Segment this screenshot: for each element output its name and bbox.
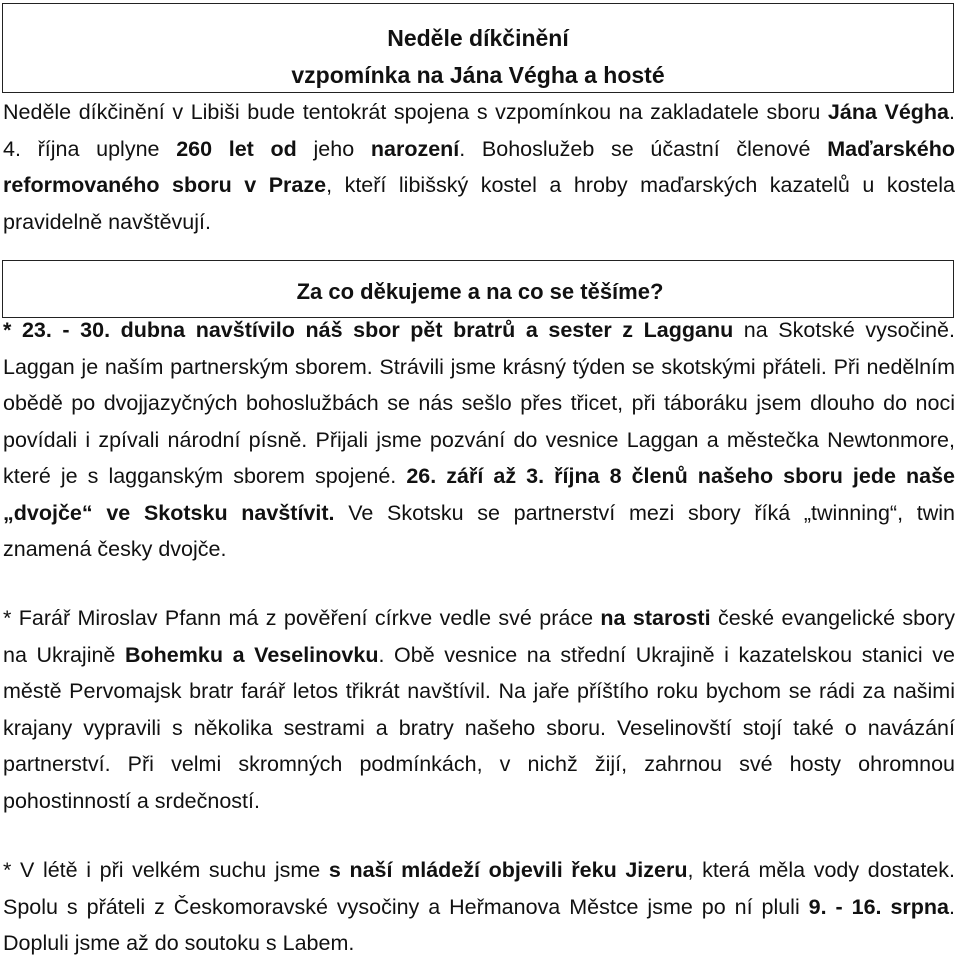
laggan-text-2: Ve Skotsku se partnerství mezi sbory říká „twinning“, twin znamená česky dvojče.: [3, 500, 956, 561]
laggan-text-1: na Skotské vysočině. Laggan je naším partnerským sborem. Strávili jsme krásný týden se skotskými přáteli. Při nedělním obědě po dvojjazyčných bohoslužbách se nás sešlo přes třicet, při táboráku jsem dlouho do noci povídali i zpívali národní písně. Přijali jsme pozvání do vesnice Laggan a městečka Newtonmore, které je s lagganským sborem spojené.: [3, 318, 955, 488]
jizera-bold-2: 9. - 16. srpna: [808, 894, 950, 919]
title-line-1: Neděle díkčinění: [387, 25, 569, 51]
ukraine-text-2: české evangelické sbory na Ukrajině: [3, 606, 955, 667]
intro-text-5: , kteří libišský kostel a hroby maďarských kazatelů u kostela pravidelně navštěvují.: [3, 173, 955, 234]
laggan-paragraph: [3, 312, 955, 568]
intro-text-2: . 4. října uplyne: [3, 100, 956, 161]
ukraine-bold-2: Bohemku a Veselinovku: [125, 642, 379, 667]
intro-bold-3: narození: [370, 136, 460, 161]
title-box: [2, 3, 954, 93]
jizera-paragraph: [3, 852, 955, 962]
jizera-text-1: * V létě i při velkém suchu jsme: [3, 858, 329, 882]
jizera-bold-1: s naší mládeží objevili řeku Jizeru: [328, 858, 688, 882]
laggan-bold-2: 26. září až 3. října 8 členů našeho sboru jede naše „dvojče“ ve Skotsku navštívit.: [3, 464, 956, 525]
ukraine-paragraph: [3, 600, 955, 819]
intro-paragraph: [3, 94, 955, 240]
jizera-text-2: , která měla vody dostatek. Spolu s přáteli z Českomoravské vysočiny a Heřmanova Městce jsme po ní pluli: [3, 858, 955, 919]
title-line-2: vzpomínka na Jána Végha a hosté: [291, 62, 665, 88]
intro-text-1: Neděle díkčinění v Libiši bude tentokrát spojena s vzpomínkou na zakladatele sboru: [3, 100, 828, 124]
ukraine-bold-1: na starosti: [600, 606, 711, 630]
laggan-bold-1: * 23. - 30. dubna navštívilo náš sbor pět bratrů a sester z Lagganu: [3, 318, 734, 342]
intro-text-4: . Bohoslužeb se účastní členové: [459, 136, 828, 161]
jizera-text-3: . Dopluli jsme až do soutoku s Labem.: [3, 894, 955, 955]
intro-bold-2: 260 let od: [176, 136, 297, 161]
ukraine-text-1: * Farář Miroslav Pfann má z pověření církve vedle své práce: [3, 606, 601, 630]
intro-text-3: jeho: [296, 136, 371, 161]
ukraine-text-3: . Obě vesnice na střední Ukrajině i kazatelskou stanici ve městě Pervomajsk bratr farář letos třikrát navštívil. Na jaře příštího roku bychom se rádi za našimi krajany vypravili s několika sestrami a bratry našeho sboru. Veselinovští stojí také o navázání partnerství. Při velmi skromných podmínkách, v nichž žijí, zahrnou své hosty ohromnou pohostinností a srdečností.: [3, 642, 955, 813]
intro-bold-1: Jána Végha: [827, 100, 950, 124]
section-heading: Za co děkujeme a na co se těšíme?: [296, 279, 664, 304]
intro-bold-4: Maďarského reformovaného sboru v Praze: [3, 136, 955, 197]
